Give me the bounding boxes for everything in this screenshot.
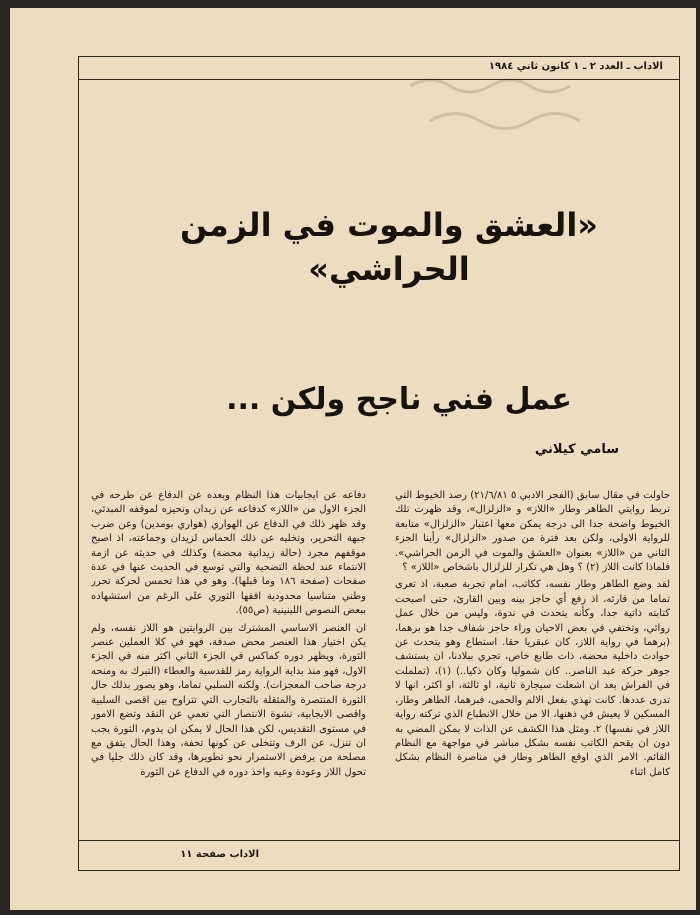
text-column-right: [395, 489, 670, 829]
paragraph: لقد وضع الطاهر وطار نفسه، ككاتب، امام تجربة صعبة، اذ تعرى تماما من قارئه، اذ رفع أي حاجز بينه وبين القارئ، حتى اصبحت كتابته ذاتية جدا، وكأنه يتحدث في ندوة، وليس من خلال عمل روائي، وتختفي في بعض الاحيان وراء حاجز شفاف جدا هو برهما، (برهما في رواية اللاز، كان عبقريا حقا. استطاع وهو يتحدث عن حوادث داخلية محضة، ذات طابع خاص، تجري ببلادنا، ان يستشف جوهر حركة عبد الناصر.. كان شموليا وكان ذكيا..) (١)، (تململت في الفراش بعد ان اشعلت سيجارة ثانية، او ثالثة، او اكثر، انها لا تدرى عددها. كانت تهذي بفعل الالم والحمى، فبرهما، الطاهر وطار، المسكين لا يعيش في ذهنها، الا من خلال الانطباع الذي تركته رواية اللاز في نفسها) ٢. ومثل هذا الكشف عن الذات لا يمكن المضي به دون ان يقحم الكاتب نفسه بشكل مباشر في مواجهة مع النظام القائم. الامر الذي اوقع الطاهر وطار في مناصرة النظام بشكل كامل اثناء: [395, 579, 670, 778]
article-title-line1: «العشق والموت في الزمن: [180, 206, 598, 244]
paragraph: ان العنصر الاساسي المشترك بين الروايتين هو اللاز نفسه، ولم يكن اختيار هذا العنصر محض صدفة، فهو في كلا العملين عنصر الثورة، ويظهر دوره كماكس في الجزء الثاني اكثر منه في الجزء الاول، فهو منذ بداية الرواية رمز للقدسية والعطاء (التبرك به ومنحه درجة صاحب المعجزات). ولكنه السلبي تماما، وهو يصور بذلك حال الثورة المنتصرة والمثقلة بالتجارب التي تتراوح بين اقصى السلبية واقصى الايجابية، نشوة الانتصار التي تعمي عن النقد وتضع الامور في مستوى التقديس، لكن هذا الحال لا يمكن ان يدوم، الثورة يجب ان تنزل، عن الرف وتتخلى عن كونها تحفة، وهذا الحال يتفق مع مصلحة من يرفض الاستمرار نحو تطويرها، وقد كان ذلك جليا في تحول اللاز وعودة وعيه واخذ دوره في الدفاع عن الثورة: [91, 622, 366, 778]
author-name: سامي كيلاني: [534, 442, 619, 457]
text-column-left: [91, 489, 366, 829]
article-subtitle: عمل فني ناجح ولكن ...: [226, 382, 572, 417]
page-frame: [78, 56, 680, 871]
paragraph: دفاعه عن ايجابيات هذا النظام وبعده عن الدفاع عن طرحه في الجزء الاول من «اللاز» كدفاعه عن زيدان وتحيزه لموقفه المبدئي، وقد ظهر ذلك في الدفاع عن الهواري (هواري بومدين) وعن ضرب جبهة التحرير، وتخليه عن ذلك الحماس لزيدان وجماعته، اذ اصبح موقفهم مجرد (حالة زيدانية محضة) وكذلك في حديثه عن ازمة الانتماء عند لحظة التضحية والتي توسع في الحديث عنها في عدة صفحات (صفحة ١٨٦ وما قبلها). وهو في هذا تحمس لحركة تحرر وطني متناسيا محدودية افقها الثوري على الرغم من استشهاده ببعض النصوص اللينينية (ص٥٥).: [91, 490, 366, 617]
magazine-page: [10, 8, 696, 910]
page-footer: الاداب صفحة ١١: [180, 849, 259, 860]
article-title-line2: الحراشي»: [308, 250, 470, 288]
footer-rule: [79, 840, 679, 841]
header-rule: [79, 79, 679, 80]
running-head: الاداب ـ العدد ٢ ـ ١ كانون ثاني ١٩٨٤: [488, 61, 663, 72]
paragraph: حاولت في مقال سابق (الفجر الادبي ٥ ٢١/٦/٨١) رصد الخيوط التي تربط روايتي الطاهر وطار «اللاز» و «الزلزال»، وقد ظهرت تلك الخيوط واضحة جدا الى درجة يمكن معها اعتبار «الزلزال» متابعة للرواية الاولى، ولكن بعد فترة من صدور «الزلزال» رأينا الجزء الثاني من «اللاز» بعنوان «العشق والموت في الزمن الحراشي». فلماذا كانت اللاز (٢) ؟ وهل هي تكرار للزلزال باشخاص «اللاز» ؟: [395, 490, 670, 574]
